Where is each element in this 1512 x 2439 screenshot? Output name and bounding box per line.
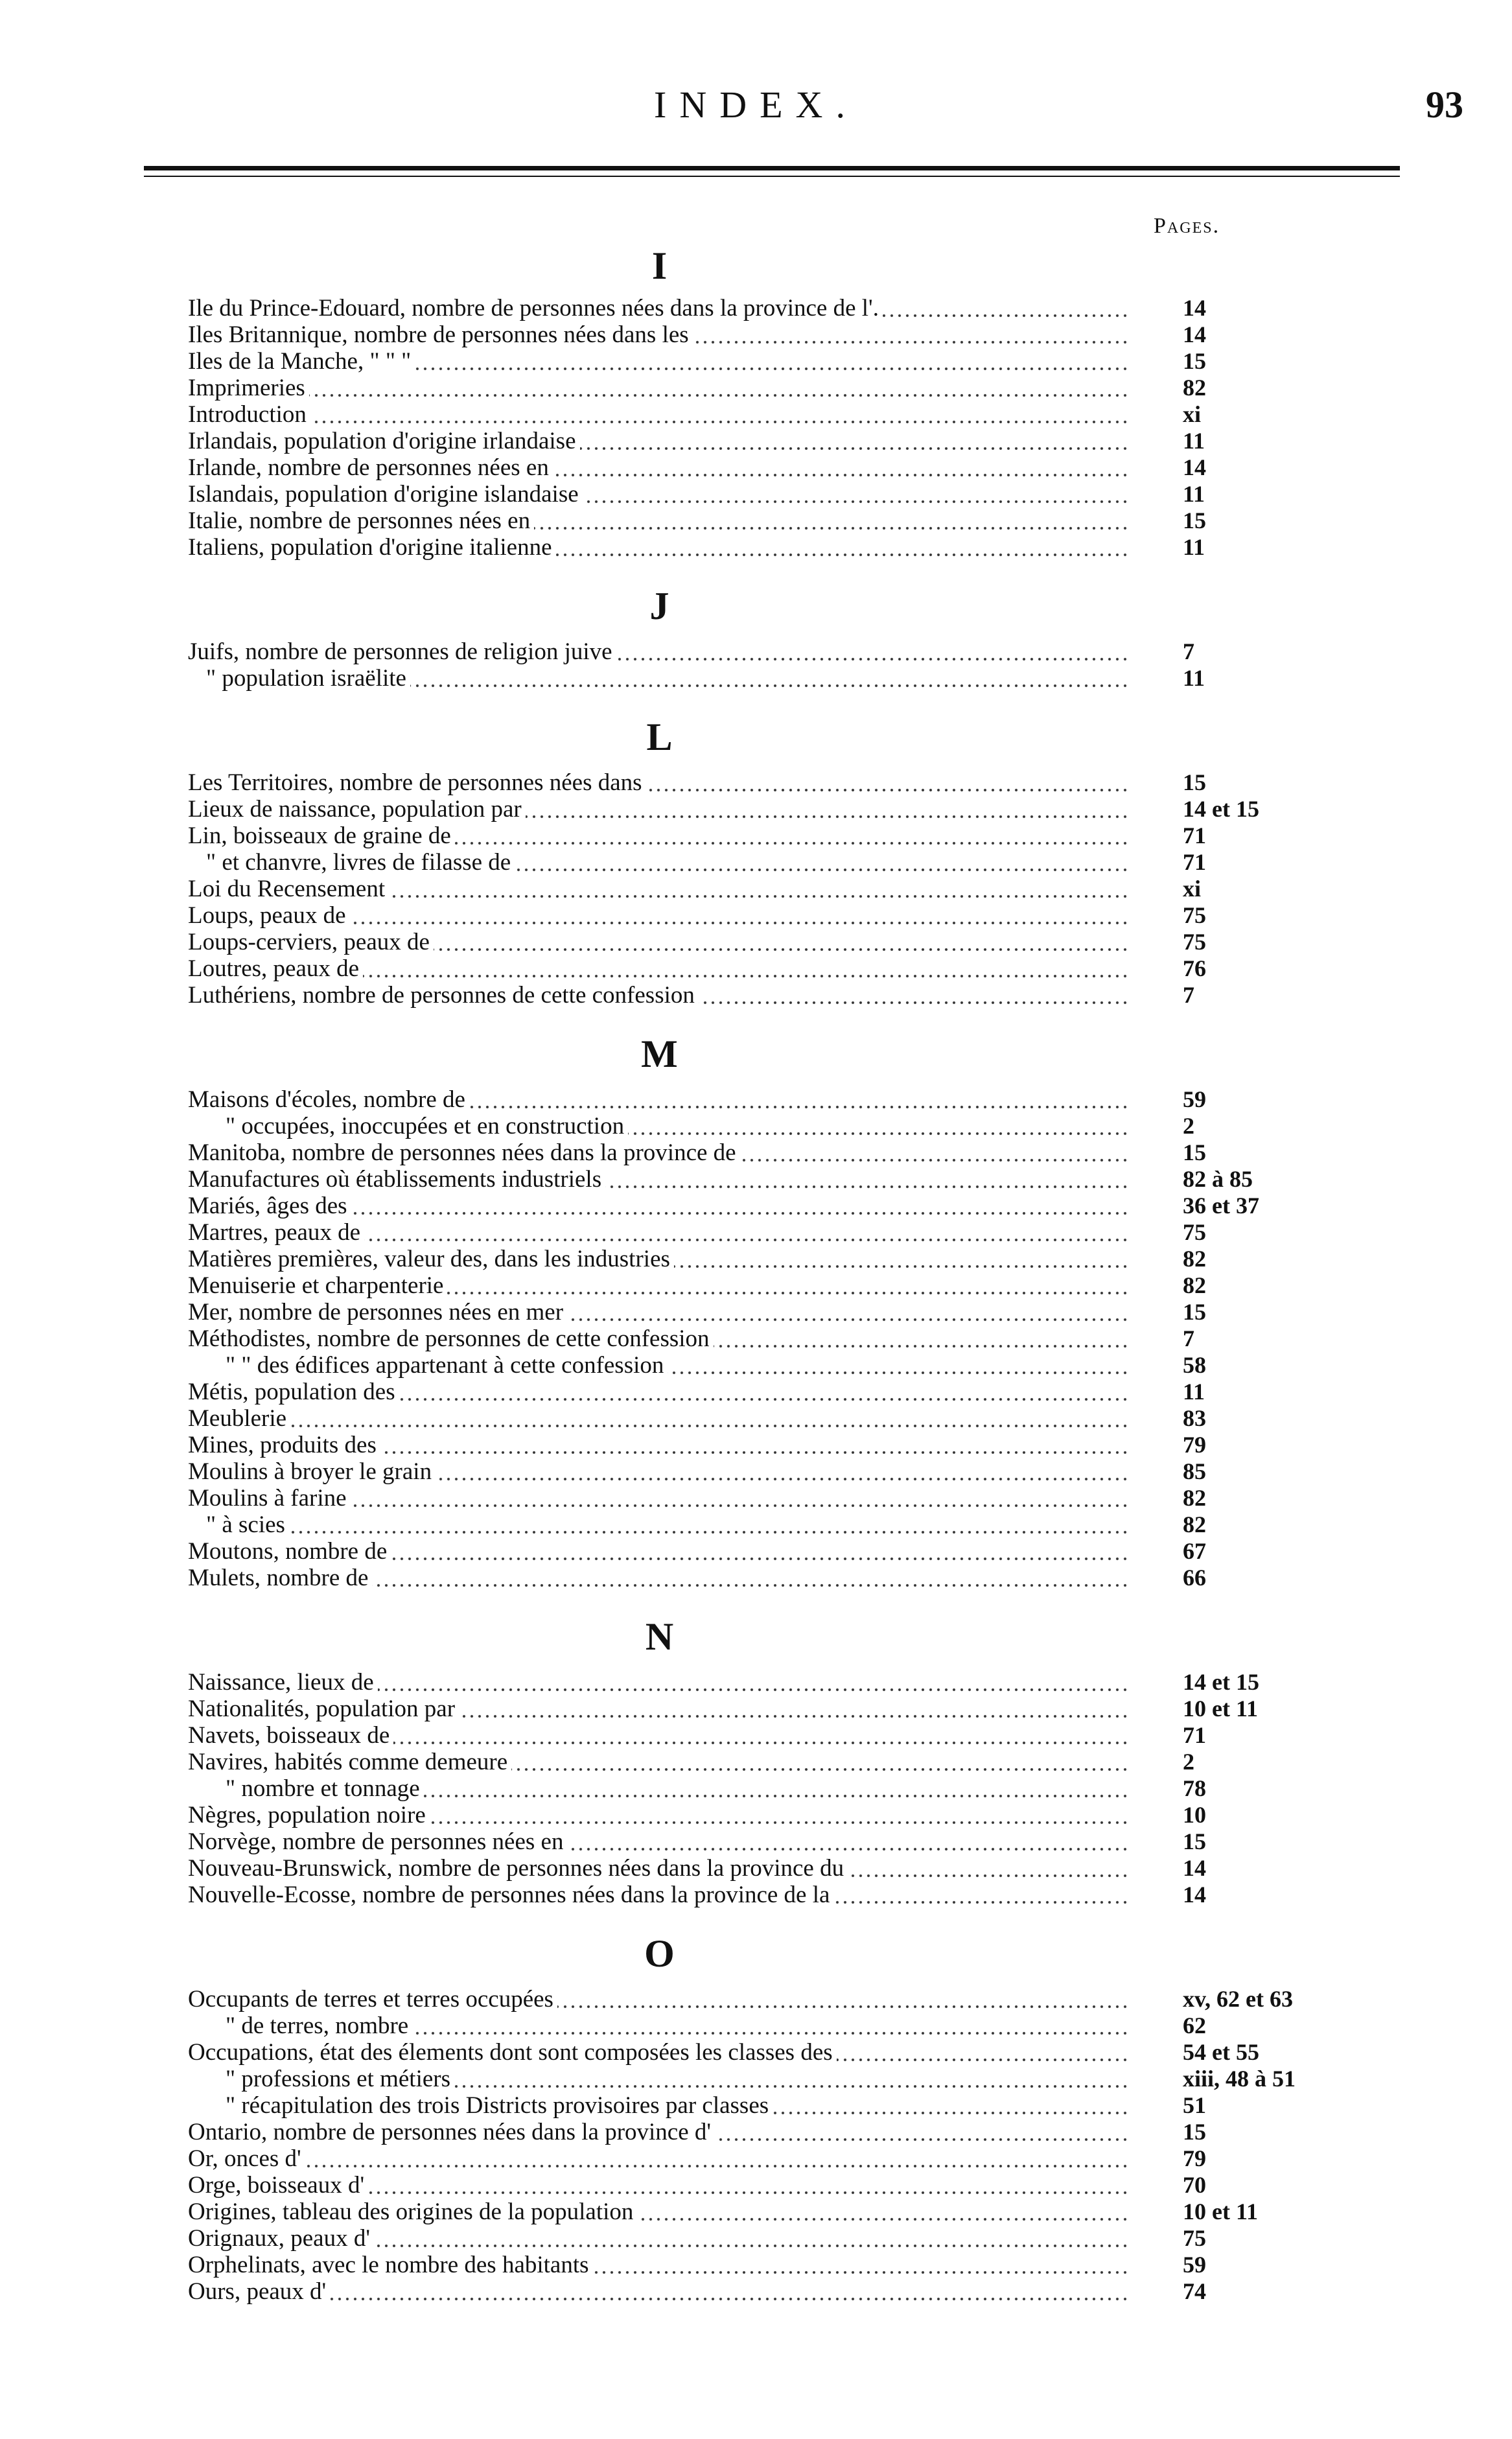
entry-page-ref: 15 (1183, 1139, 1206, 1165)
index-entry (188, 2252, 1355, 2278)
index-section (188, 692, 1355, 1009)
entry-page-ref: 62 (1183, 2013, 1206, 2038)
index-entry (188, 2092, 1355, 2119)
index-entry (188, 2119, 1355, 2145)
entry-page-ref: xi (1183, 876, 1202, 902)
entry-page-ref: 15 (1183, 1828, 1206, 1854)
entry-page-ref: 14 (1183, 321, 1206, 347)
entry-text: Italie, nombre de personnes nées en (188, 508, 534, 534)
entry-leader (188, 1485, 1131, 1511)
entry-page-ref: 14 (1183, 295, 1206, 321)
entry-leader (188, 1246, 1131, 1272)
index-entry (188, 2039, 1355, 2066)
entry-text: Introduction (188, 401, 310, 428)
entry-page-ref: 51 (1183, 2092, 1206, 2118)
entry-text: Navires, habités comme demeure (188, 1749, 511, 1775)
entry-leader (188, 2252, 1131, 2278)
index-entry (188, 2066, 1355, 2092)
index-entry (188, 348, 1355, 375)
entry-page-ref: 82 (1183, 375, 1206, 401)
index-entry (188, 796, 1355, 823)
entry-text: Manitoba, nombre de personnes nées dans la province de (188, 1139, 740, 1166)
entry-page-ref: 11 (1183, 534, 1205, 560)
entry-page-ref: 7 (1183, 1325, 1194, 1351)
entry-text: Maisons d'écoles, nombre de (188, 1086, 469, 1113)
index-body (188, 230, 1355, 2305)
entry-text: " nombre et tonnage (188, 1775, 424, 1802)
entry-leader (188, 1219, 1131, 1246)
entry-leader (188, 1325, 1131, 1352)
index-entry (188, 1246, 1355, 1272)
entry-text: Italiens, population d'origine italienne (188, 534, 556, 561)
index-entry (188, 1193, 1355, 1219)
entry-page-ref: 11 (1183, 1379, 1205, 1405)
entry-page-ref: xi (1183, 401, 1202, 427)
index-section (188, 230, 1355, 561)
entry-leader (188, 1272, 1131, 1299)
entry-text: Irlande, nombre de personnes nées en (188, 454, 553, 481)
entry-text: Nouveau-Brunswick, nombre de personnes nées dans la province du (188, 1855, 848, 1882)
entry-leader (188, 1538, 1131, 1565)
section-letter: N (645, 1615, 674, 1658)
entry-page-ref: 15 (1183, 2119, 1206, 2145)
entry-text: Métis, population des (188, 1379, 399, 1405)
entry-leader (188, 534, 1131, 561)
index-entry (188, 481, 1355, 508)
index-entry (188, 955, 1355, 982)
entry-page-ref: 59 (1183, 1086, 1206, 1112)
entry-text: Iles Britannique, nombre de personnes nées dans les (188, 321, 693, 348)
entry-page-ref: 79 (1183, 2145, 1206, 2171)
entry-page-ref: 75 (1183, 2225, 1206, 2251)
entry-leader (188, 401, 1131, 428)
entry-page-ref: 82 (1183, 1511, 1206, 1537)
entry-text: Loutres, peaux de (188, 955, 363, 982)
index-section (188, 1009, 1355, 1591)
index-entry (188, 1882, 1355, 1908)
entry-leader (188, 295, 1131, 321)
index-entry (188, 1485, 1355, 1511)
entry-page-ref: 71 (1183, 823, 1206, 848)
entry-leader (188, 2066, 1131, 2092)
entry-page-ref: 75 (1183, 929, 1206, 955)
section-letter: O (644, 1932, 675, 1975)
entry-text: Méthodistes, nombre de personnes de cette confession (188, 1325, 714, 1352)
entry-page-ref: 75 (1183, 1219, 1206, 1245)
index-entry (188, 1219, 1355, 1246)
entry-text: Occupants de terres et terres occupées (188, 1986, 557, 2013)
index-entry (188, 638, 1355, 665)
entry-page-ref: 78 (1183, 1775, 1206, 1801)
entry-page-ref: 76 (1183, 955, 1206, 981)
index-entry (188, 1669, 1355, 1696)
index-entry (188, 1511, 1355, 1538)
index-entry (188, 982, 1355, 1009)
entry-leader (188, 982, 1131, 1009)
entry-page-ref: 82 à 85 (1183, 1166, 1253, 1192)
entry-leader (188, 1352, 1131, 1379)
index-entry (188, 2145, 1355, 2172)
entry-page-ref: 14 (1183, 1882, 1206, 1908)
entry-text: Ile du Prince-Edouard, nombre de personnes nées dans la province de l'. (188, 295, 883, 321)
entry-text: " à scies (188, 1511, 289, 1538)
index-entry (188, 2172, 1355, 2199)
section-letter: I (651, 244, 668, 287)
entry-text: Mariés, âges des (188, 1193, 351, 1219)
entry-leader (188, 2092, 1131, 2119)
entry-leader (188, 1828, 1131, 1855)
entry-page-ref: 11 (1183, 481, 1205, 507)
index-entry (188, 1432, 1355, 1458)
entry-text: Loups-cerviers, peaux de (188, 929, 434, 955)
entry-leader (188, 454, 1131, 481)
index-entry (188, 428, 1355, 454)
entry-text: Ours, peaux d' (188, 2278, 330, 2305)
index-entry (188, 1139, 1355, 1166)
entry-text: Mines, produits des (188, 1432, 380, 1458)
entry-leader (188, 1775, 1131, 1802)
entry-leader (188, 1722, 1131, 1749)
entry-text: Lin, boisseaux de graine de (188, 823, 455, 849)
entry-page-ref: 2 (1183, 1113, 1194, 1139)
index-entry (188, 1352, 1355, 1379)
index-entry (188, 902, 1355, 929)
index-entry (188, 1538, 1355, 1565)
entry-text: Martres, peaux de (188, 1219, 364, 1246)
index-section (188, 561, 1355, 692)
index-entry (188, 2278, 1355, 2305)
entry-leader (188, 1855, 1131, 1882)
entry-leader (188, 665, 1131, 692)
entry-text: Nationalités, population par (188, 1696, 459, 1722)
entry-page-ref: 14 et 15 (1183, 796, 1259, 822)
entry-leader (188, 876, 1131, 902)
section-gap (188, 692, 1355, 705)
index-entry (188, 1986, 1355, 2013)
section-gap (188, 1591, 1355, 1604)
entry-text: " récapitulation des trois Districts provisoires par classes (188, 2092, 773, 2119)
entry-text: Meublerie (188, 1405, 290, 1432)
entry-page-ref: 7 (1183, 982, 1194, 1008)
entry-leader (188, 1986, 1131, 2013)
entry-leader (188, 902, 1131, 929)
entry-text: Ontario, nombre de personnes nées dans la province d' (188, 2119, 715, 2145)
index-entry (188, 295, 1355, 321)
entry-page-ref: 74 (1183, 2278, 1206, 2304)
entry-leader (188, 1565, 1131, 1591)
entry-leader (188, 1458, 1131, 1485)
entry-text: Norvège, nombre de personnes nées en (188, 1828, 567, 1855)
index-section (188, 1908, 1355, 2305)
header-rule-thick (144, 166, 1400, 170)
entry-leader (188, 1166, 1131, 1193)
entry-page-ref: 82 (1183, 1272, 1206, 1298)
entry-leader (188, 769, 1131, 796)
entry-page-ref: 14 (1183, 1855, 1206, 1881)
entry-leader (188, 1802, 1131, 1828)
index-entry (188, 823, 1355, 849)
entry-leader (188, 2145, 1131, 2172)
entry-text: Islandais, population d'origine islandaise (188, 481, 583, 508)
entry-text: Juifs, nombre de personnes de religion juive (188, 638, 616, 665)
index-entry (188, 1272, 1355, 1299)
entry-leader (188, 2199, 1131, 2225)
entry-page-ref: 15 (1183, 348, 1206, 374)
entry-text: Loups, peaux de (188, 902, 350, 929)
entry-text: Orphelinats, avec le nombre des habitants (188, 2252, 593, 2278)
entry-leader (188, 428, 1131, 454)
entry-page-ref: 58 (1183, 1352, 1206, 1378)
entry-text: Nouvelle-Ecosse, nombre de personnes nées dans la province de la (188, 1882, 833, 1908)
page-number: 93 (1426, 84, 1463, 126)
page-title: INDEX. (654, 84, 858, 126)
entry-leader (188, 375, 1131, 401)
index-entry (188, 1299, 1355, 1325)
entry-page-ref: xiii, 48 à 51 (1183, 2066, 1296, 2092)
index-entry (188, 876, 1355, 902)
index-entry (188, 1565, 1355, 1591)
entry-text: Orge, boisseaux d' (188, 2172, 368, 2199)
section-letter: J (649, 585, 669, 627)
index-entry (188, 1775, 1355, 1802)
entry-text: Nègres, population noire (188, 1802, 430, 1828)
entry-text: Menuiserie et charpenterie (188, 1272, 447, 1299)
index-section (188, 1591, 1355, 1908)
entry-page-ref: 59 (1183, 2252, 1206, 2278)
entry-page-ref: 66 (1183, 1565, 1206, 1591)
entry-page-ref: 71 (1183, 849, 1206, 875)
entry-page-ref: 71 (1183, 1722, 1206, 1748)
entry-text: Or, onces d' (188, 2145, 305, 2172)
entry-leader (188, 1696, 1131, 1722)
index-entry (188, 665, 1355, 692)
entry-text: Orignaux, peaux d' (188, 2225, 374, 2252)
entry-page-ref: 10 et 11 (1183, 1696, 1258, 1721)
entry-text: Lieux de naissance, population par (188, 796, 526, 823)
entry-leader (188, 2225, 1131, 2252)
entry-text: Moulins à farine (188, 1485, 351, 1511)
index-entry (188, 2225, 1355, 2252)
index-entry (188, 321, 1355, 348)
entry-leader (188, 508, 1131, 534)
entry-text: Mulets, nombre de (188, 1565, 372, 1591)
entry-text: " professions et métiers (188, 2066, 454, 2092)
entry-page-ref: 79 (1183, 1432, 1206, 1458)
entry-text: " " des édifices appartenant à cette confession (188, 1352, 668, 1379)
index-entry (188, 929, 1355, 955)
section-letter: L (646, 716, 673, 758)
index-entry (188, 1405, 1355, 1432)
entry-page-ref: 10 et 11 (1183, 2199, 1258, 2224)
entry-text: Moutons, nombre de (188, 1538, 391, 1565)
index-entry (188, 1166, 1355, 1193)
entry-leader (188, 2013, 1131, 2039)
entry-page-ref: 11 (1183, 428, 1205, 454)
section-gap (188, 561, 1355, 574)
entry-leader (188, 823, 1131, 849)
entry-leader (188, 1882, 1131, 1908)
entry-text: Occupations, état des élements dont sont composées les classes des (188, 2039, 837, 2066)
entry-page-ref: 14 et 15 (1183, 1669, 1259, 1695)
index-entry (188, 1086, 1355, 1113)
header-rule-thin (144, 176, 1400, 177)
index-entry (188, 534, 1355, 561)
section-gap (188, 1009, 1355, 1021)
index-entry (188, 1749, 1355, 1775)
entry-page-ref: 36 et 37 (1183, 1193, 1259, 1219)
entry-leader (188, 321, 1131, 348)
index-entry (188, 1696, 1355, 1722)
entry-text: Irlandais, population d'origine irlandaise (188, 428, 580, 454)
entry-page-ref: 15 (1183, 508, 1206, 533)
entry-leader (188, 1193, 1131, 1219)
entry-page-ref: 83 (1183, 1405, 1206, 1431)
entry-leader (188, 481, 1131, 508)
entry-page-ref: 82 (1183, 1246, 1206, 1272)
entry-leader (188, 2039, 1131, 2066)
section-gap (188, 1908, 1355, 1921)
entry-text: Moulins à broyer le grain (188, 1458, 436, 1485)
index-entry (188, 508, 1355, 534)
entry-text: Iles de la Manche, " " " (188, 348, 415, 375)
entry-text: Les Territoires, nombre de personnes nées dans (188, 769, 646, 796)
index-entry (188, 1379, 1355, 1405)
entry-page-ref: 15 (1183, 769, 1206, 795)
entry-page-ref: xv, 62 et 63 (1183, 1986, 1293, 2012)
pages-column-heading: Pages. (1154, 214, 1220, 238)
entry-text: " et chanvre, livres de filasse de (188, 849, 515, 876)
index-entry (188, 1855, 1355, 1882)
entry-text: " de terres, nombre (188, 2013, 412, 2039)
index-entry (188, 454, 1355, 481)
entry-text: Manufactures où établissements industriels (188, 1166, 605, 1193)
entry-leader (188, 1405, 1131, 1432)
entry-leader (188, 638, 1131, 665)
entry-page-ref: 14 (1183, 454, 1206, 480)
index-entry (188, 1802, 1355, 1828)
entry-leader (188, 1669, 1131, 1696)
index-entry (188, 2199, 1355, 2225)
entry-page-ref: 7 (1183, 638, 1194, 664)
entry-leader (188, 796, 1131, 823)
entry-leader (188, 2278, 1131, 2305)
entry-leader (188, 955, 1131, 982)
entry-text: Origines, tableau des origines de la population (188, 2199, 637, 2225)
section-letter: M (641, 1033, 678, 1075)
entry-page-ref: 82 (1183, 1485, 1206, 1511)
entry-text: Imprimeries (188, 375, 309, 401)
index-entry (188, 1722, 1355, 1749)
entry-page-ref: 15 (1183, 1299, 1206, 1325)
entry-page-ref: 75 (1183, 902, 1206, 928)
entry-leader (188, 929, 1131, 955)
entry-leader (188, 2119, 1131, 2145)
entry-page-ref: 85 (1183, 1458, 1206, 1484)
entry-leader (188, 1299, 1131, 1325)
entry-page-ref: 54 et 55 (1183, 2039, 1259, 2065)
index-entry (188, 375, 1355, 401)
entry-text: Luthériens, nombre de personnes de cette confession (188, 982, 699, 1009)
running-head (0, 83, 1512, 141)
entry-leader (188, 1113, 1131, 1139)
entry-leader (188, 1749, 1131, 1775)
entry-text: Naissance, lieux de (188, 1669, 378, 1696)
entry-leader (188, 1432, 1131, 1458)
entry-page-ref: 2 (1183, 1749, 1194, 1775)
entry-page-ref: 11 (1183, 665, 1205, 691)
entry-page-ref: 70 (1183, 2172, 1206, 2198)
entry-leader (188, 1086, 1131, 1113)
entry-text: " occupées, inoccupées et en construction (188, 1113, 628, 1139)
entry-leader (188, 348, 1131, 375)
index-entry (188, 1325, 1355, 1352)
entry-text: Navets, boisseaux de (188, 1722, 393, 1749)
entry-leader (188, 849, 1131, 876)
index-entry (188, 769, 1355, 796)
entry-leader (188, 2172, 1131, 2199)
entry-page-ref: 10 (1183, 1802, 1206, 1828)
index-entry (188, 1828, 1355, 1855)
entry-page-ref: 67 (1183, 1538, 1206, 1564)
index-entry (188, 1113, 1355, 1139)
entry-text: Mer, nombre de personnes nées en mer (188, 1299, 567, 1325)
entry-text: Matières premières, valeur des, dans les industries (188, 1246, 674, 1272)
entry-leader (188, 1379, 1131, 1405)
entry-text: Loi du Recensement (188, 876, 389, 902)
index-entry (188, 849, 1355, 876)
entry-text: " population israëlite (188, 665, 410, 692)
entry-leader (188, 1139, 1131, 1166)
entry-leader (188, 1511, 1131, 1538)
index-entry (188, 401, 1355, 428)
index-entry (188, 1458, 1355, 1485)
index-entry (188, 2013, 1355, 2039)
